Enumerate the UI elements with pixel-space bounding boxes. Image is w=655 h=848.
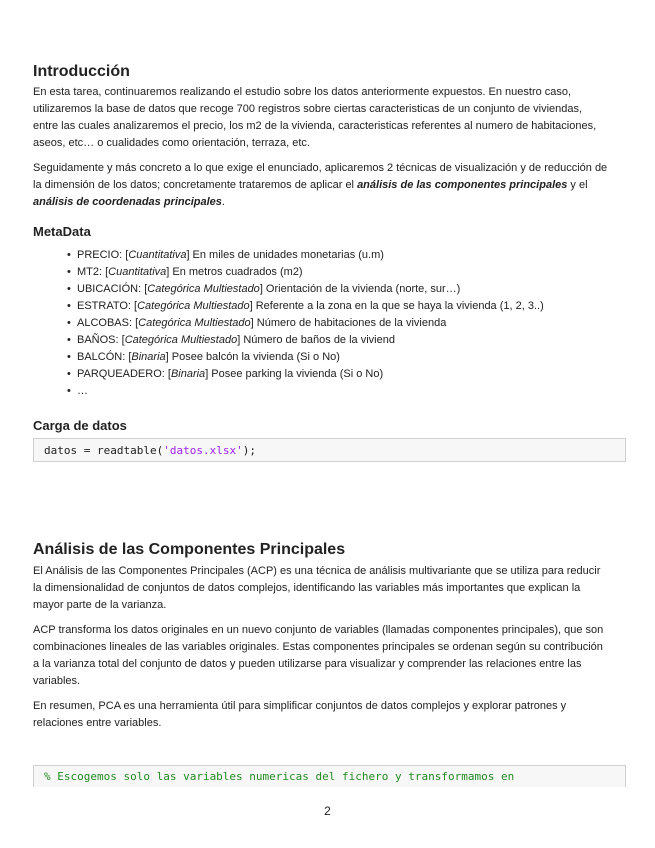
metadata-item: • PARQUEADERO: [Binaria] Posee parking la vivienda (Si o No) (67, 366, 544, 383)
metadata-type: Categórica Multiestado (124, 334, 238, 346)
metadata-item: • … (67, 383, 544, 400)
metadata-type: Cuantitativa (128, 249, 187, 261)
acp-paragraph-3: En resumen, PCA es una herramienta útil para simplificar conjuntos de datos complejos y explorar patrones y relaciones entre variables. (33, 700, 567, 729)
metadata-type: Categórica Multiestado (137, 300, 250, 312)
metadata-heading: MetaData (33, 224, 91, 239)
acp-heading: Análisis de las Componentes Principales (33, 541, 346, 558)
acp-paragraph-2: ACP transforma los datos originales en un nuevo conjunto de variables (llamadas componentes principales), que son combinaciones lineales de las variables originales. Estas componentes principales se ordenan según su contribución a la varianza total del conjunto de datos y pueden utilizarse para visualizar y comprender las relaciones entre las variables. (33, 624, 604, 687)
bullet-icon: • (67, 368, 71, 380)
metadata-item: • MT2: [Cuantitativa] En metros cuadrados (m2) (67, 264, 544, 281)
metadata-type: Categórica Multiestado (147, 283, 260, 295)
metadata-item: • BAÑOS: [Categórica Multiestado] Número de baños de la viviend (67, 332, 544, 349)
bullet-icon: • (67, 317, 71, 329)
bullet-icon: • (67, 249, 71, 261)
metadata-type: Categórica Multiestado (138, 317, 251, 329)
code-block-load[interactable]: datos = readtable('datos.xlsx'); (33, 438, 626, 462)
bullet-icon: • (67, 300, 71, 312)
intro-paragraph-1: En esta tarea, continuaremos realizando el estudio sobre los datos anteriormente expuestos. En nuestro caso, utilizaremos la base de datos que recoge 700 registros sobre ciertas caracteristicas de un conjunto de viviendas, entre las cuales analizaremos el precio, los m2 de la vivienda, caracteristicas referentes al numero de habitaciones, aseos, etc… o cualidades como orientación, terraza, etc. (33, 86, 597, 149)
bullet-icon: • (67, 266, 71, 278)
code-block-acp[interactable]: % Escogemos solo las variables numericas del fichero y transformamos en (33, 765, 626, 787)
carga-heading: Carga de datos (33, 418, 127, 433)
acp-paragraph-1: El Análisis de las Componentes Principales (ACP) es una técnica de análisis multivariante que se utiliza para reducir la dimensionalidad de conjuntos de datos complejos, identificando las variables más importantes que explican la mayor parte de la varianza. (33, 565, 601, 611)
bullet-icon: • (67, 351, 71, 363)
page-number: 2 (324, 804, 331, 818)
intro-heading: Introducción (33, 63, 130, 80)
metadata-item: • BALCÓN: [Binaria] Posee balcón la vivienda (Si o No) (67, 349, 544, 366)
metadata-type: Binaria (170, 368, 206, 380)
metadata-item: • ALCOBAS: [Categórica Multiestado] Número de habitaciones de la vivienda (67, 315, 544, 332)
metadata-list (67, 247, 544, 400)
intro-paragraph-2: Seguidamente y más concreto a lo que exige el enunciado, aplicaremos 2 técnicas de visualización y de reducción de la dimensión de los datos; concretamente trataremos de aplicar el análisis de las componentes principales y el análisis de coordenadas principales. (33, 162, 608, 208)
emphasis-acoord: análisis de coordenadas principales (33, 196, 222, 208)
metadata-type: Binaria (131, 351, 166, 363)
metadata-item: • PRECIO: [Cuantitativa] En miles de unidades monetarias (u.m) (67, 247, 544, 264)
bullet-icon: • (67, 385, 71, 397)
metadata-item: • ESTRATO: [Categórica Multiestado] Referente a la zona en la que se haya la vivienda (1, 2, 3..) (67, 298, 544, 315)
bullet-icon: • (67, 334, 71, 346)
emphasis-acp: análisis de las componentes principales (357, 179, 568, 191)
metadata-item: • UBICACIÓN: [Categórica Multiestado] Orientación de la vivienda (norte, sur…) (67, 281, 544, 298)
bullet-icon: • (67, 283, 71, 295)
metadata-type: Cuantitativa (108, 266, 167, 278)
